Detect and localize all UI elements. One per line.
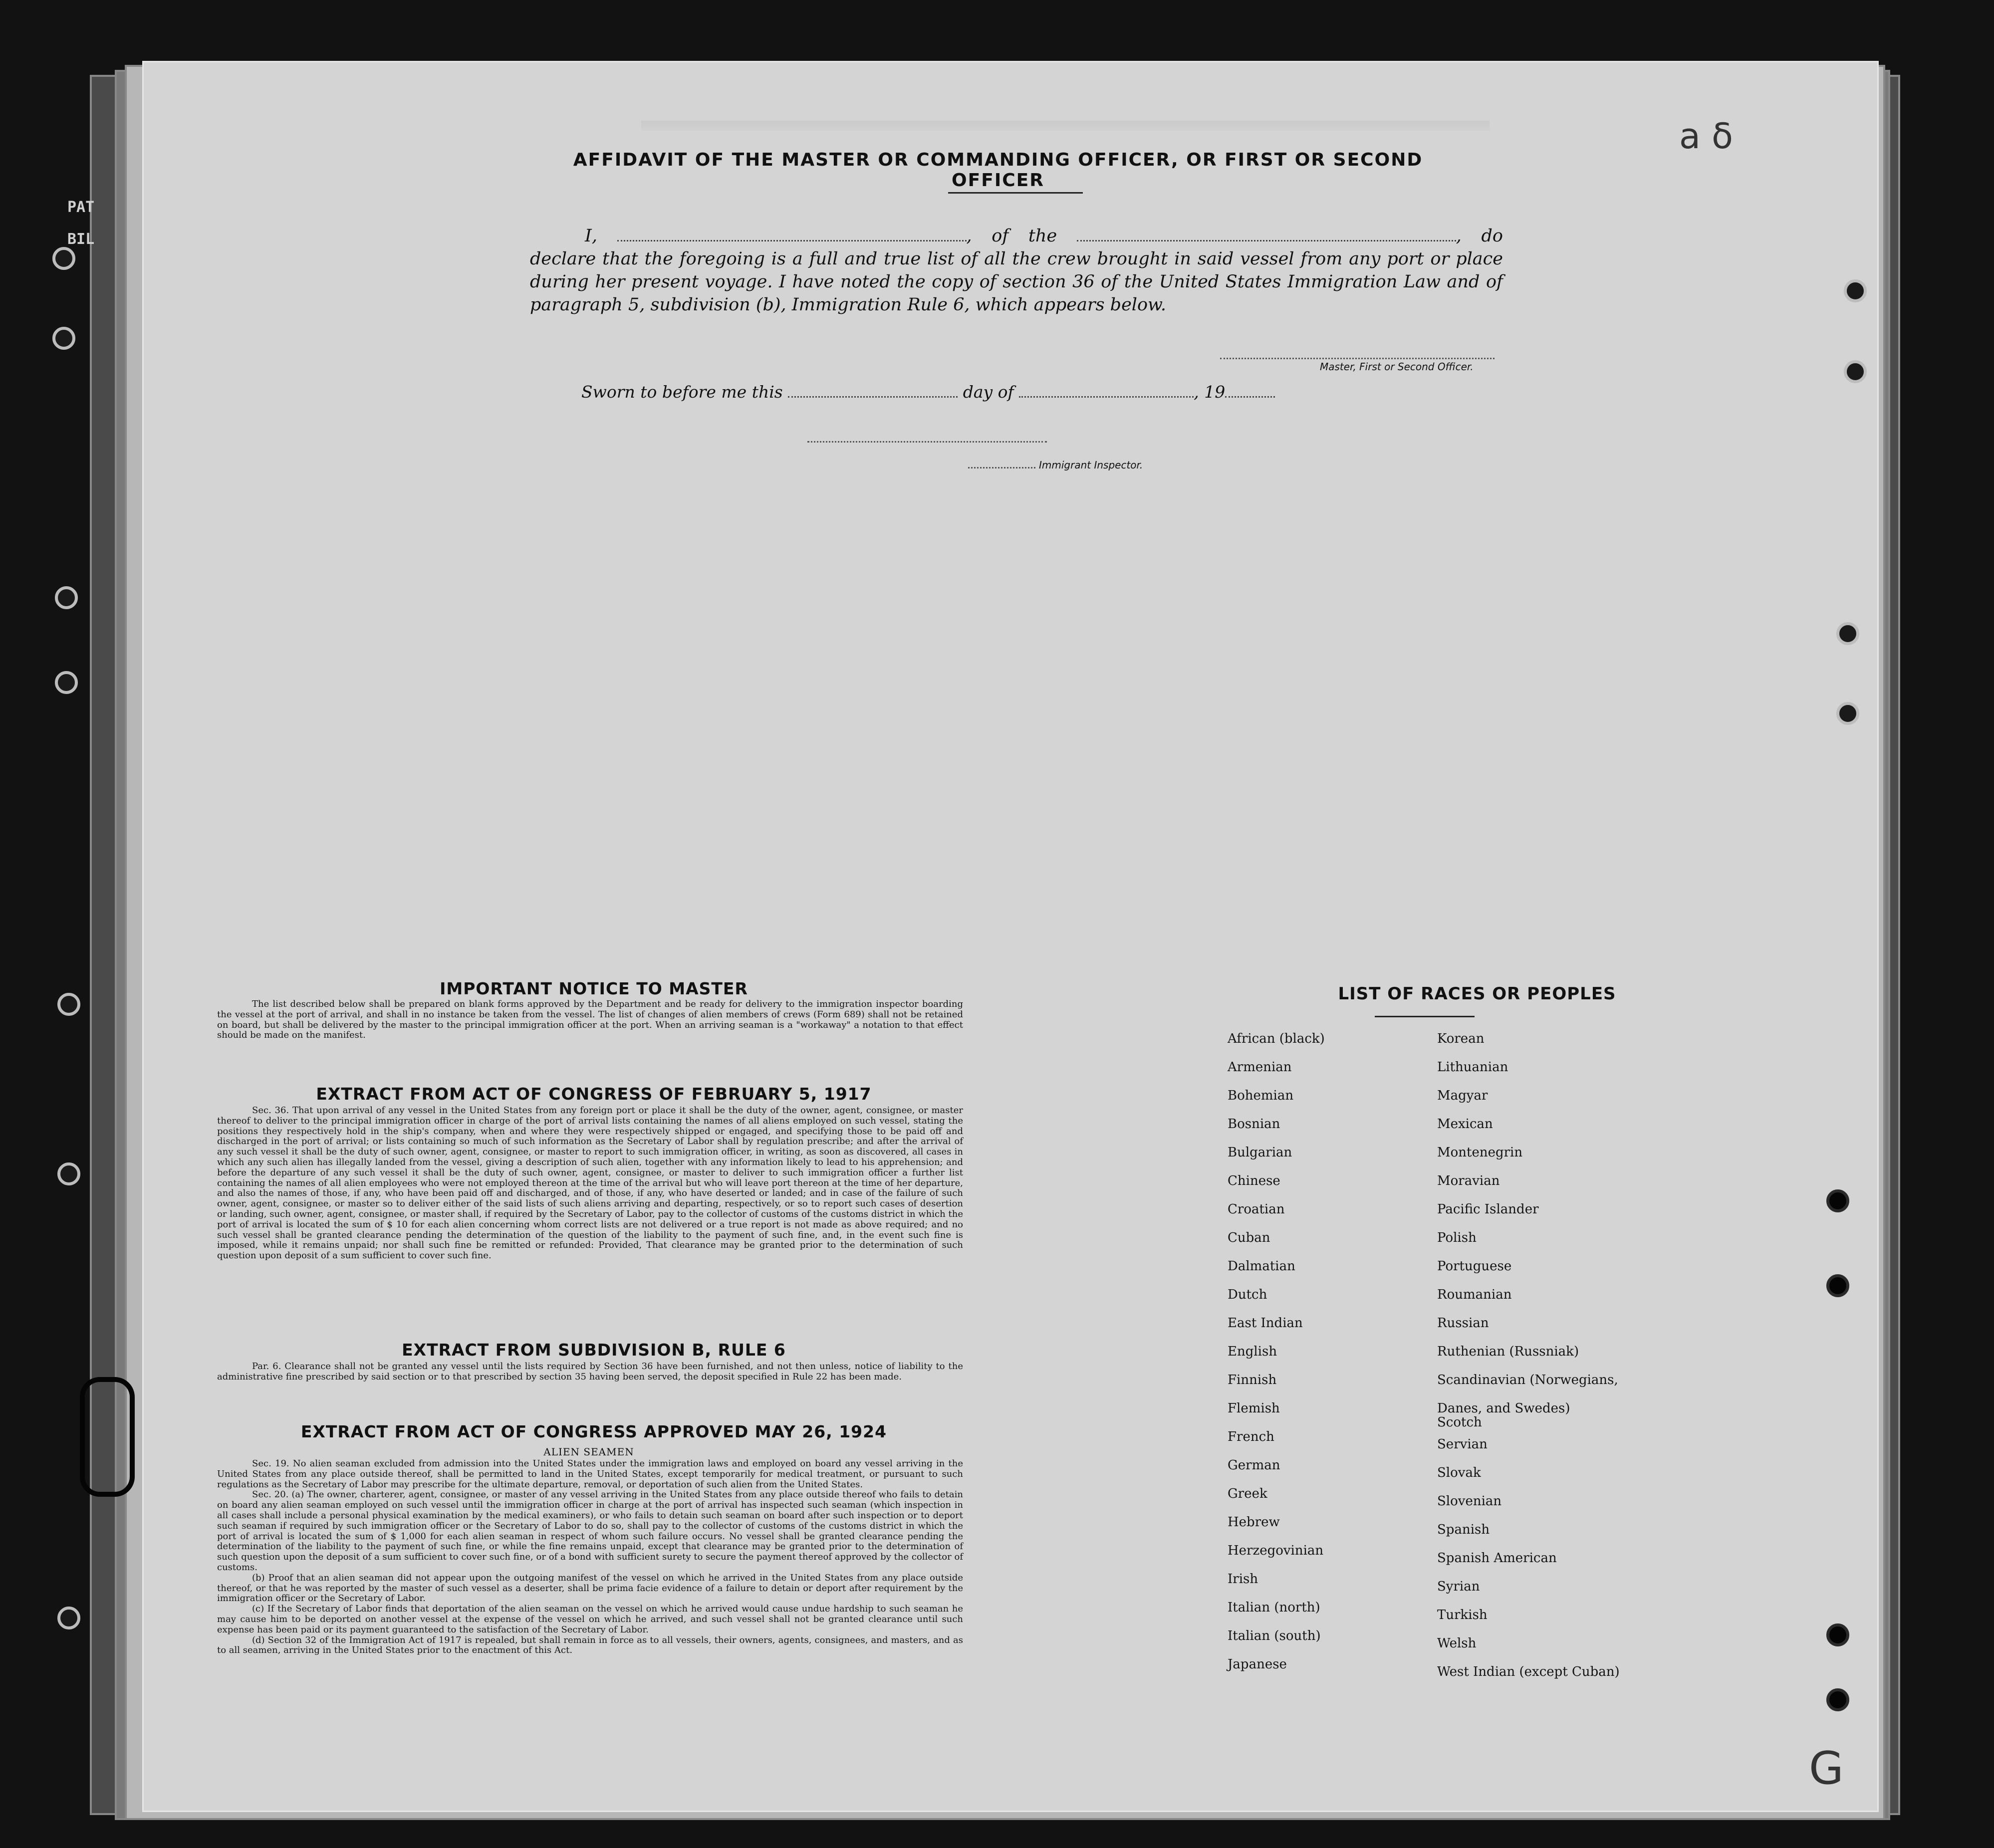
act-1924-subheading: ALIEN SEAMEN (543, 1446, 634, 1458)
sworn-text: Sworn to before me this (581, 382, 783, 402)
act-1924-heading: EXTRACT FROM ACT OF CONGRESS APPROVED MAY 26, 1924 (300, 1422, 887, 1441)
binder-hole (57, 1607, 80, 1629)
act-1924-sec20b: (b) Proof that an alien seaman did not appear upon the outgoing manifest of the vessel on which he arrived in the United States from any place outside thereof, or that he was reported by the master of such vessel as a deserter, shall be prima facie evidence of a failure to detain or deport after requirement by the immigration officer or the Secretary of Labor. (217, 1572, 963, 1604)
race-item: Pacific Islander (1437, 1202, 1539, 1217)
race-item: German (1228, 1458, 1280, 1473)
day-blank (788, 396, 958, 398)
race-item: Syrian (1437, 1579, 1480, 1594)
race-item: Dalmatian (1228, 1259, 1295, 1274)
race-item: Italian (south) (1228, 1628, 1321, 1643)
race-item: Bohemian (1228, 1088, 1294, 1103)
races-rule (1375, 1016, 1475, 1017)
race-item: African (black) (1228, 1031, 1325, 1046)
race-item: Herzegovinian (1228, 1543, 1324, 1558)
race-item: Scandinavian (Norwegians, (1437, 1373, 1618, 1387)
race-item: Russian (1437, 1316, 1489, 1331)
race-item: Polish (1437, 1230, 1477, 1245)
race-item: Ruthenian (Russniak) (1437, 1344, 1579, 1359)
affidavit-declaration (530, 225, 1503, 316)
race-item: Bosnian (1228, 1117, 1280, 1132)
declaration-body: that the foregoing is a full and true list of all the crew brought in said vessel from any port or place during her present voyage. I have noted the copy of section 36 of the United States Immigration Law and of paragraph 5, subdivision (b), Immigration Rule 6, which appears below. (530, 249, 1503, 315)
year-blank (1225, 396, 1275, 398)
races-heading: LIST OF RACES OR PEOPLES (1338, 984, 1616, 1004)
race-item: Bulgarian (1228, 1145, 1292, 1160)
declaration-prefix: I, (585, 226, 597, 246)
race-item: Danes, and Swedes) (1437, 1401, 1570, 1416)
binder-hole (1826, 1189, 1849, 1212)
act-1924-sec20c: (c) If the Secretary of Labor finds that deportation of the alien seaman on the vessel on which he arrived would cause undue hardship to such seaman he may cause him to be deported on another vessel at the expense of the vessel on which he arrived, and such vessel shall not be granted clearance until such expense has been paid or its payment guaranteed to the satisfaction of the Secretary of Labor. (217, 1604, 963, 1635)
sworn-day-of: day of (963, 382, 1014, 402)
bleed-through-text (641, 121, 1490, 131)
binder-hole (52, 247, 75, 270)
race-item: Korean (1437, 1031, 1485, 1046)
binder-hole (52, 327, 75, 350)
race-item: Welsh (1437, 1636, 1477, 1651)
inspector-caption: Immigrant Inspector. (1039, 459, 1143, 471)
race-item: Greek (1228, 1486, 1267, 1501)
race-item: East Indian (1228, 1316, 1303, 1331)
binder-hole (1826, 1623, 1849, 1646)
act-1924-sec20a: Sec. 20. (a) The owner, charterer, agent, consignee, or master of any vessel arriving in the United States from any place outside thereof who fails to detain on board any alien seaman employed on such vessel until the immigration officer in charge at the port of arrival has inspected such seaman (which inspection in all cases shall include a personal physical examination by the medical examiners), or who fails to detain such seaman on board after such inspection or to deport such seaman if required by such immigration officer or the Secretary of Labor to do so, shall pay to the collector of customs of the customs district in which the port of arrival is located the sum of $ 1,000 for each alien seaman in respect of whom such failure occurs. No vessel shall be granted clearance pending the determination of the liability to the payment of such fine, or while the fine remains unpaid, except that clearance may be granted prior to the determination of such question upon the deposit of a sum sufficient to cover such fine, or of a bond with sufficient surety to secure the payment thereof approved by the collector of customs. (217, 1489, 963, 1573)
binder-hole (1826, 1274, 1849, 1297)
sworn-year: , 19 (1194, 382, 1226, 402)
race-item: Spanish (1437, 1522, 1490, 1537)
binder-hole (55, 586, 78, 609)
binder-hole (57, 1162, 80, 1185)
race-item: English (1228, 1344, 1277, 1359)
race-item: Italian (north) (1228, 1600, 1320, 1615)
act-1917-heading: EXTRACT FROM ACT OF CONGRESS OF FEBRUARY 5, 1917 (316, 1084, 872, 1104)
corner-mark: G (1809, 1742, 1844, 1795)
race-item: Croatian (1228, 1202, 1285, 1217)
declaration-of-the: , of the (966, 226, 1057, 246)
race-item: Scotch (1437, 1415, 1482, 1430)
race-item: Servian (1437, 1437, 1488, 1452)
act-1924-body (217, 1459, 963, 1656)
declaration-do-declare: , do declare (530, 226, 1503, 269)
race-item: Irish (1228, 1572, 1258, 1587)
inspector-caption-line (968, 466, 1035, 468)
edge-text: PAT (67, 199, 95, 216)
binder-hole (1836, 702, 1859, 725)
race-item: Dutch (1228, 1287, 1267, 1302)
race-item: West Indian (except Cuban) (1437, 1664, 1620, 1679)
sworn-statement (581, 382, 1275, 402)
rule-6-body (217, 1362, 963, 1383)
corner-mark: a δ (1679, 116, 1733, 157)
notice-paragraph: The list described below shall be prepared on blank forms approved by the Department and be ready for delivery to the immigration inspector boarding the vessel at the port of arrival, and shall in no instance be taken from the vessel. The list of changes of alien members of crews (Form 689) shall not be retained on board, but shall be delivered by the master to the principal immigration officer at the port. When an arriving seaman is a "workaway" a notation to that effect should be made on the manifest. (217, 999, 963, 1041)
binder-hole (55, 671, 78, 694)
binder-hole (1836, 622, 1859, 645)
master-signature-caption: Master, First or Second Officer. (1320, 361, 1474, 373)
vessel-blank (1077, 239, 1456, 241)
rule-6-paragraph: Par. 6. Clearance shall not be granted any vessel until the lists required by Section 36 have been furnished, and not then unless, notice of liability to the administrative fine prescribed by said section or to that prescribed by section 35 having been served, the deposit specified in Rule 22 has been made. (217, 1361, 963, 1382)
race-item: Cuban (1228, 1230, 1270, 1245)
name-blank (617, 239, 967, 241)
inspector-signature-line (807, 441, 1047, 443)
binding-cord (80, 1377, 135, 1497)
race-item: Armenian (1228, 1060, 1292, 1075)
rule-6-heading: EXTRACT FROM SUBDIVISION B, RULE 6 (402, 1340, 786, 1360)
month-blank (1019, 396, 1194, 398)
binder-hole (1844, 360, 1867, 383)
race-item: Mexican (1437, 1117, 1493, 1132)
act-1917-paragraph: Sec. 36. That upon arrival of any vessel in the United States from any foreign port or place it shall be the duty of the owner, agent, consignee, or master thereof to deliver to the principal immigration officer in charge of the port of arrival lists containing the names of all aliens employed on such vessel, stating the positions they respectively hold in the ship's company, when and where they were respectively shipped or engaged, and specifying those to be paid off and discharged in the port of arrival; or lists containing so much of such information as the Secretary of Labor shall by regulation prescribe; and after the arrival of any such vessel it shall be the duty of such owner, agent, consignee, or master to report to such immigration officer, in writing, as soon as discovered, all cases in which any such alien has illegally landed from the vessel, giving a description of such alien, together with any information likely to lead to his apprehension; and before the departure of any such vessel it shall be the duty of such owner, agent, consignee, or master to deliver to such immigration officer a further list containing the names of all alien employees who were not employed thereon at the time of the arrival but who will leave port thereon at the time of her departure, and also the names of those, if any, who have been paid off and discharged, and of those, if any, who have deserted or landed; and in case of the failure of such owner, agent, consignee, or master so to deliver either of the said lists of such aliens arriving and departing, respectively, or so to report such cases of desertion or landing, such owner, agent, consignee, or master shall, if required by the Secretary of Labor, pay to the collector of customs of the customs district in which the port of arrival is located the sum of $ 10 for each alien concerning whom correct lists are not delivered or a true report is not made as above required; and no such vessel shall be granted clearance pending the determination of the question of the liability to the payment of such fine, and, in the event such fine is imposed, while it remains unpaid; nor shall such fine be remitted or refunded: Provided, That clearance may be granted prior to the determination of such question upon deposit of a sum sufficient to cover such fine. (217, 1105, 963, 1261)
race-item: French (1228, 1429, 1274, 1444)
race-item: Finnish (1228, 1373, 1277, 1387)
act-1924-sec20d: (d) Section 32 of the Immigration Act of 1917 is repealed, but shall remain in force as to all vessels, their owners, agents, consignees, and masters, and as to all seamen, arriving in the United States prior to the enactment of this Act. (217, 1634, 963, 1656)
race-item: Spanish American (1437, 1551, 1557, 1566)
race-item: Hebrew (1228, 1515, 1280, 1530)
race-item: Lithuanian (1437, 1060, 1508, 1075)
binder-hole (57, 993, 80, 1016)
edge-text: BIL (67, 231, 95, 248)
race-item: Slovak (1437, 1465, 1481, 1480)
notice-heading: IMPORTANT NOTICE TO MASTER (440, 979, 748, 998)
race-item: Chinese (1228, 1173, 1280, 1188)
race-item: Flemish (1228, 1401, 1280, 1416)
race-item: Magyar (1437, 1088, 1488, 1103)
race-item: Portuguese (1437, 1259, 1512, 1274)
master-signature-line (1220, 357, 1495, 359)
race-item: Moravian (1437, 1173, 1500, 1188)
affidavit-title: AFFIDAVIT OF THE MASTER OR COMMANDING OFFICER, OR FIRST OR SECOND OFFICER (573, 150, 1423, 191)
act-1917-body (217, 1106, 963, 1261)
race-item: Slovenian (1437, 1494, 1502, 1509)
act-1924-sec19: Sec. 19. No alien seaman excluded from admission into the United States under the immigration laws and employed on board any vessel arriving in the United States from any place outside thereof, shall be permitted to land in the United States, except temporarily for medical treatment, or pursuant to such regulations as the Secretary of Labor may prescribe for the ultimate departure, removal, or deportation of such alien from the United States. (217, 1458, 963, 1490)
binder-hole (1826, 1688, 1849, 1711)
binder-hole (1844, 279, 1867, 302)
race-item: Japanese (1228, 1657, 1287, 1672)
race-item: Roumanian (1437, 1287, 1512, 1302)
notice-body (217, 999, 963, 1041)
title-rule (948, 192, 1083, 194)
race-item: Turkish (1437, 1608, 1488, 1622)
race-item: Montenegrin (1437, 1145, 1523, 1160)
